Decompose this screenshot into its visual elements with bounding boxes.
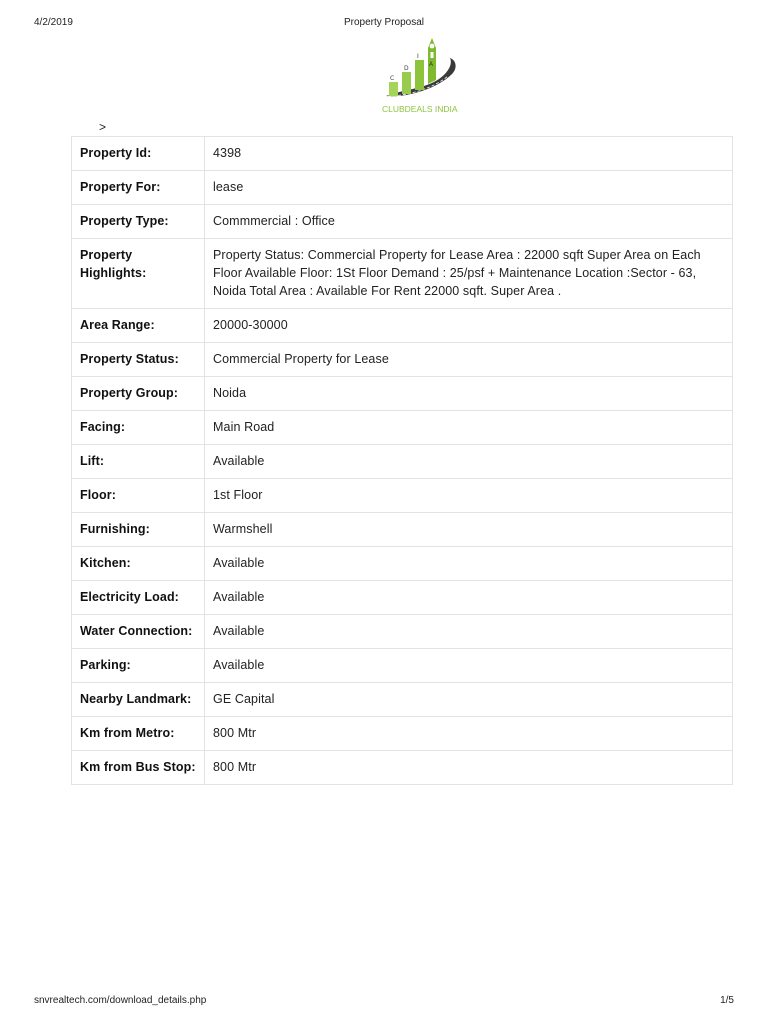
logo-wordmark: CLUBDEALS INDIA — [382, 104, 458, 114]
logo-letter-d: D — [404, 65, 409, 72]
field-value: 800 Mtr — [205, 751, 733, 785]
field-value: Commmercial : Office — [205, 205, 733, 239]
field-label: Property Status: — [72, 343, 205, 377]
logo-letter-c: C — [390, 75, 395, 82]
breadcrumb: > — [99, 120, 107, 134]
field-label: Furnishing: — [72, 513, 205, 547]
logo-letter-a: A — [429, 61, 434, 68]
field-value: Available — [205, 445, 733, 479]
field-label: Property Id: — [72, 137, 205, 171]
field-value: Warmshell — [205, 513, 733, 547]
field-label: Property Type: — [72, 205, 205, 239]
field-value: Available — [205, 615, 733, 649]
field-label: Km from Bus Stop: — [72, 751, 205, 785]
field-label: Property For: — [72, 171, 205, 205]
table-row — [72, 683, 733, 717]
table-row — [72, 547, 733, 581]
field-label: Property Highlights: — [72, 239, 205, 309]
clubdeals-logo — [374, 34, 464, 118]
field-value: lease — [205, 171, 733, 205]
field-label: Facing: — [72, 411, 205, 445]
table-row — [72, 751, 733, 785]
field-value: 1st Floor — [205, 479, 733, 513]
table-row — [72, 513, 733, 547]
field-label: Area Range: — [72, 309, 205, 343]
table-row — [72, 171, 733, 205]
table-row — [72, 343, 733, 377]
field-label: Lift: — [72, 445, 205, 479]
table-row — [72, 309, 733, 343]
field-label: Water Connection: — [72, 615, 205, 649]
field-label: Nearby Landmark: — [72, 683, 205, 717]
table-row — [72, 377, 733, 411]
table-row — [72, 479, 733, 513]
table-row — [72, 239, 733, 309]
field-value: GE Capital — [205, 683, 733, 717]
table-row — [72, 205, 733, 239]
table-row — [72, 137, 733, 171]
table-row — [72, 615, 733, 649]
field-value: 4398 — [205, 137, 733, 171]
field-label: Km from Metro: — [72, 717, 205, 751]
field-value: Main Road — [205, 411, 733, 445]
field-value: Available — [205, 547, 733, 581]
page-number: 1/5 — [720, 995, 734, 1006]
field-value: Noida — [205, 377, 733, 411]
field-value: 20000-30000 — [205, 309, 733, 343]
table-row — [72, 649, 733, 683]
page-title: Property Proposal — [343, 17, 425, 28]
table-row — [72, 581, 733, 615]
table-row — [72, 445, 733, 479]
print-date: 4/2/2019 — [34, 17, 73, 28]
table-row — [72, 411, 733, 445]
field-label: Floor: — [72, 479, 205, 513]
field-label: Property Group: — [72, 377, 205, 411]
footer-url: snvrealtech.com/download_details.php — [34, 995, 207, 1006]
logo-letter-i: I — [417, 53, 419, 60]
field-value: Commercial Property for Lease — [205, 343, 733, 377]
field-label: Parking: — [72, 649, 205, 683]
field-value: Available — [205, 649, 733, 683]
field-label: Electricity Load: — [72, 581, 205, 615]
field-label: Kitchen: — [72, 547, 205, 581]
table-row — [72, 717, 733, 751]
field-value: Property Status: Commercial Property for Lease Area : 22000 sqft Super Area on Each Floor Available Floor: 1St Floor Demand : 25/psf + Maintenance Location :Sector - 63, Noida Total Area : Available For Rent 22000 sqft. Super Area . — [205, 239, 733, 309]
property-details-table — [71, 136, 733, 785]
field-value: Available — [205, 581, 733, 615]
field-value: 800 Mtr — [205, 717, 733, 751]
